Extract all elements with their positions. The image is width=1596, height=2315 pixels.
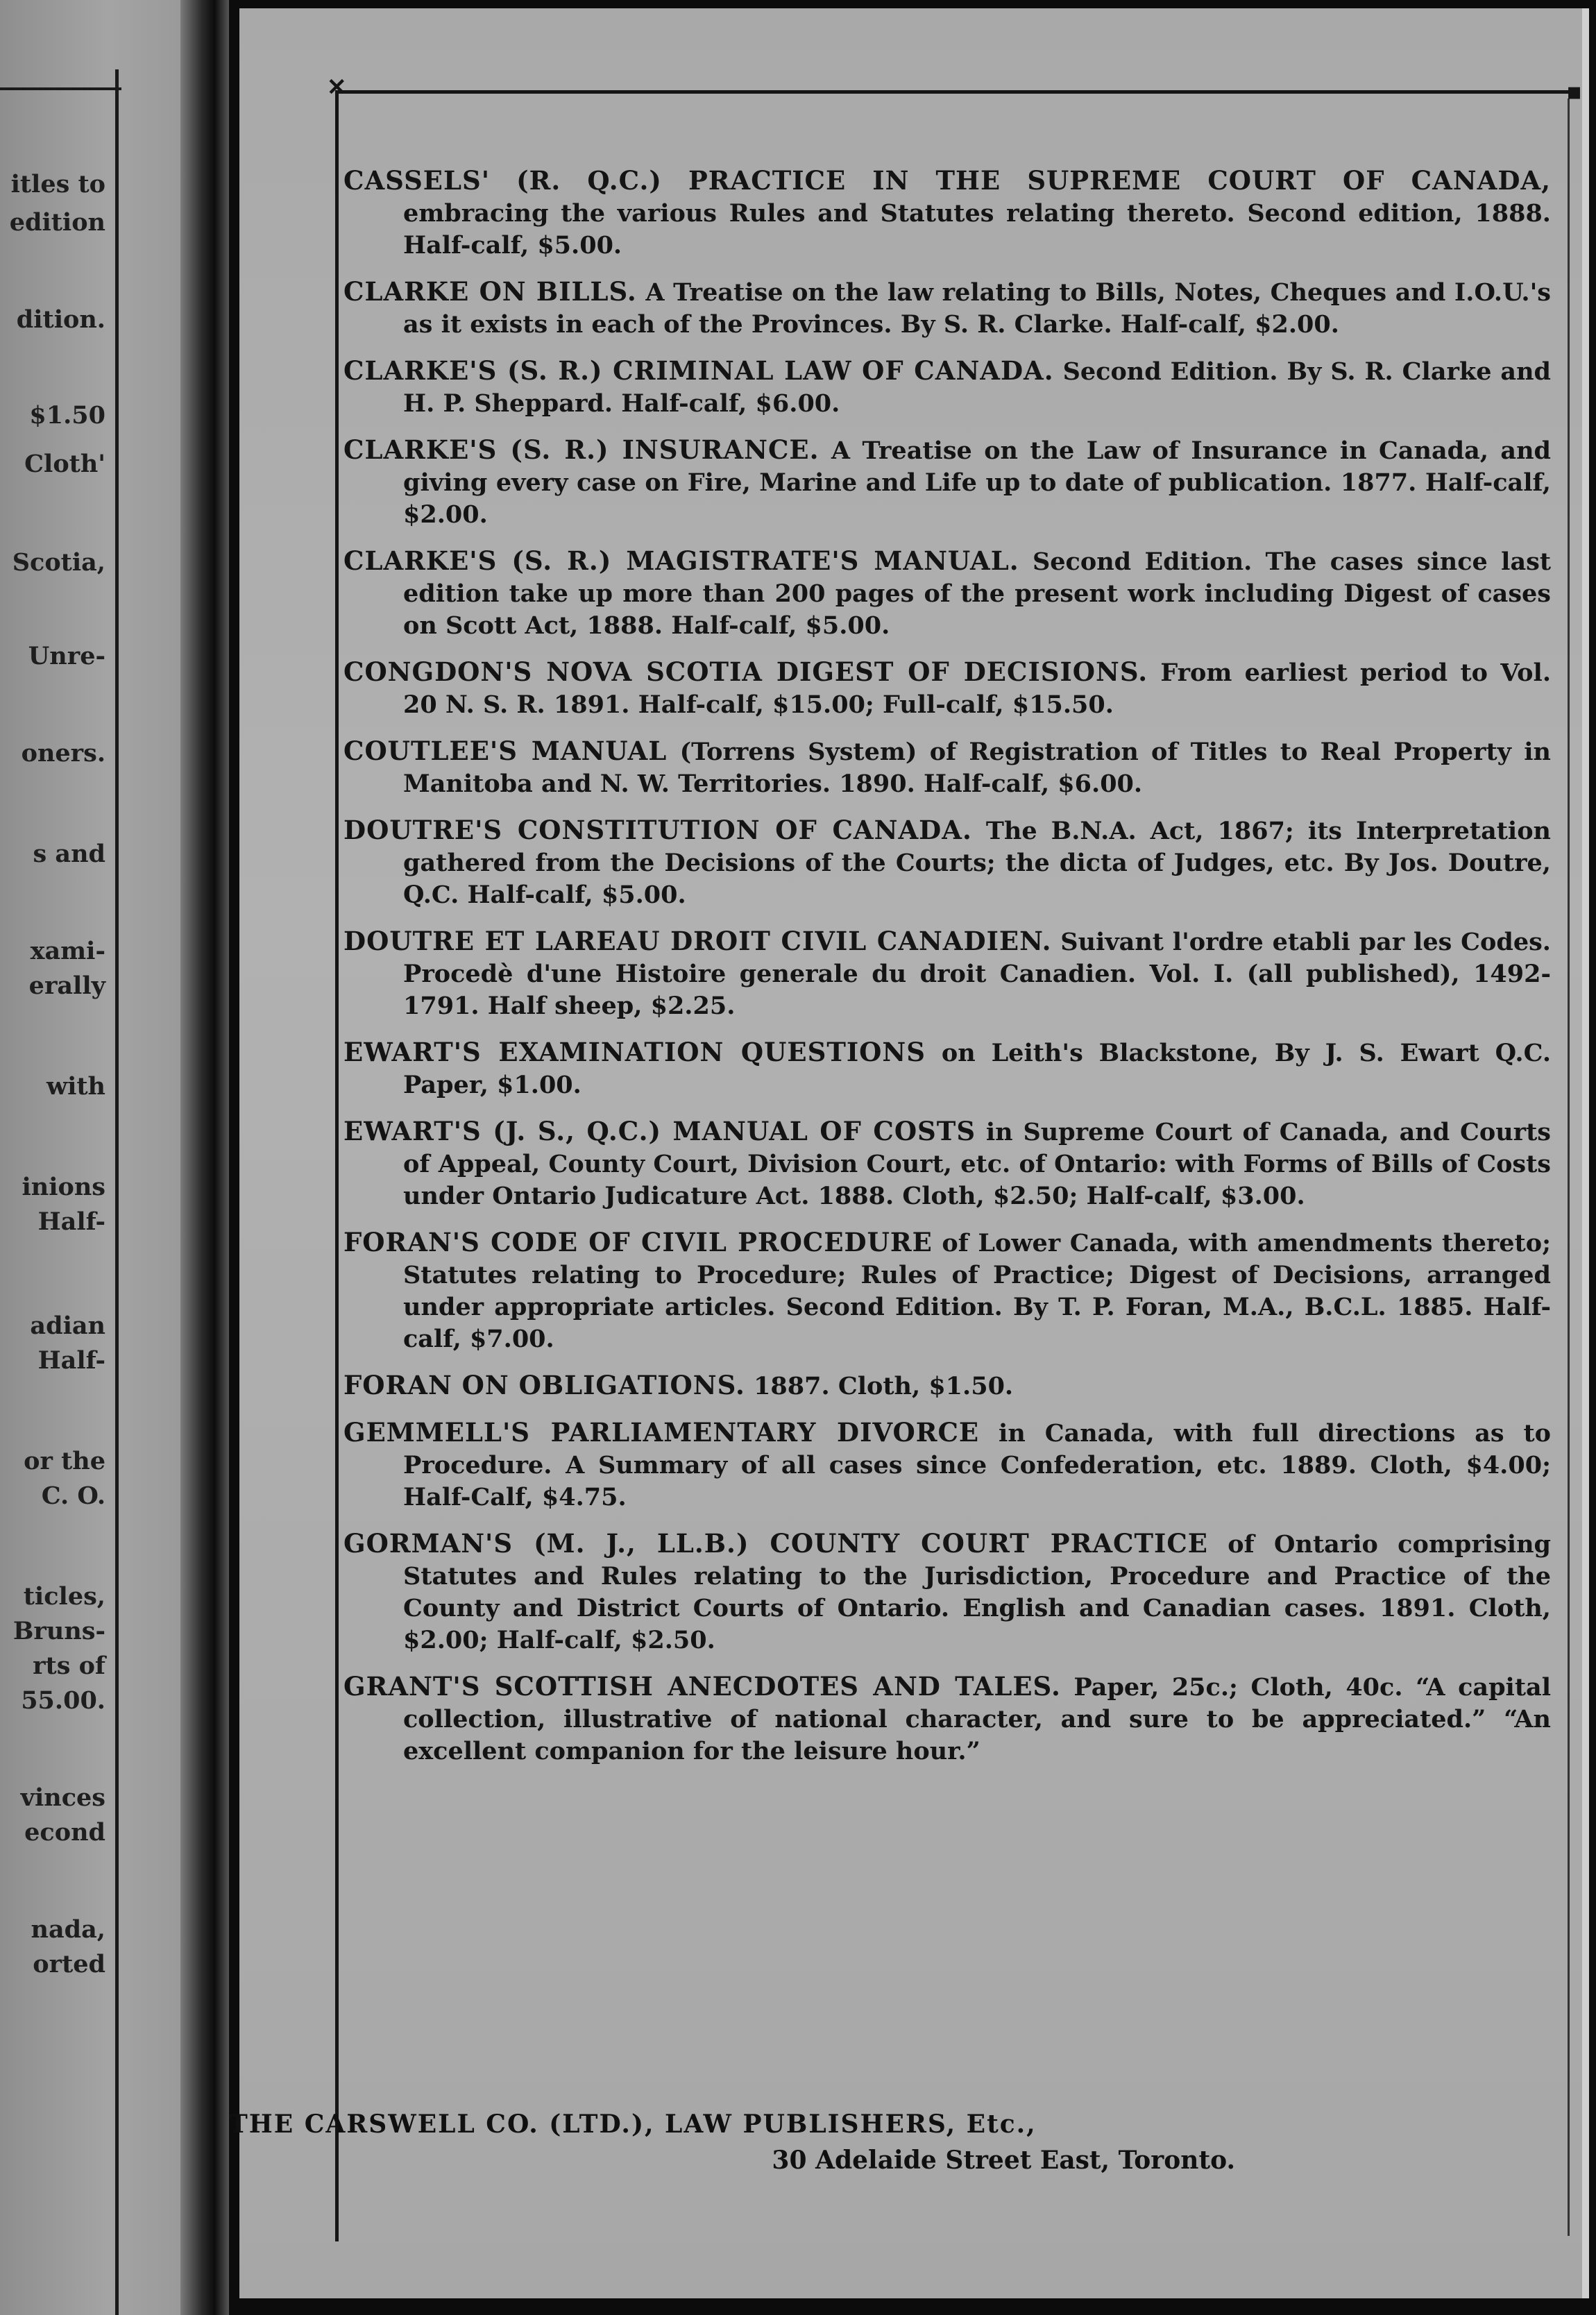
left-page-fragment: inions: [22, 1173, 105, 1201]
entry-description: From earliest period to Vol. 20 N. S. R. 1891. Half-calf, $15.00; Full-calf, $15.50.: [403, 659, 1551, 719]
entry-description: (Torrens System) of Registration of Titles to Real Property in Manitoba and N. W. Territories. 1890. Half-calf, $6.00.: [403, 738, 1552, 798]
catalogue-entry: [343, 1115, 1551, 1212]
entry-description: A Treatise on the law relating to Bills, Notes, Cheques and I.O.U.'s as it exists in each of the Provinces. By S. R. Clarke. Half-calf, $2.00.: [403, 278, 1551, 339]
left-page-fragment: $1.50: [29, 401, 105, 430]
catalogue-entry: [343, 1527, 1551, 1656]
left-page-fragment: edition: [9, 208, 105, 237]
catalogue-entries: [343, 164, 1551, 1781]
imprint-publisher: THE CARSWELL CO. (LTD.), LAW PUBLISHERS, Etc.,: [229, 2110, 1037, 2139]
left-page-fragment: rts of: [33, 1652, 105, 1680]
entry-title: GRANT'S SCOTTISH ANECDOTES AND TALES.: [343, 1671, 1061, 1702]
left-page-frame-rule: [115, 69, 119, 2315]
entry-title: DOUTRE'S CONSTITUTION OF CANADA.: [343, 815, 972, 845]
frame-right-rule: [1568, 99, 1570, 2236]
left-page-fragment: orted: [33, 1950, 105, 1978]
corner-ornament-right: ▪: [1565, 78, 1582, 105]
left-page-fragment: itles to: [10, 170, 105, 198]
left-page-fragment: nada,: [31, 1915, 105, 1944]
left-page-fragment: dition.: [16, 305, 105, 334]
entry-description: of Lower Canada, with amendments thereto; Statutes relating to Procedure; Rules of Practice; Digest of Decisions, arranged under appropriate articles. Second Edition. By T. P. Foran, M.A., B.C.L. 1885. Half-calf, $7.00.: [403, 1229, 1551, 1353]
entry-title: CLARKE'S (S. R.) INSURANCE.: [343, 434, 820, 465]
left-page-fragment: oners.: [21, 739, 105, 768]
catalogue-entry: [343, 434, 1551, 531]
entry-description: on Leith's Blackstone, By J. S. Ewart Q.C. Paper, $1.00.: [403, 1039, 1552, 1099]
catalogue-entry: [343, 1036, 1551, 1101]
entry-title: CLARKE'S (S. R.) CRIMINAL LAW OF CANADA.: [343, 355, 1054, 386]
catalogue-entry: [343, 1226, 1551, 1355]
entry-title: FORAN ON OBLIGATIONS.: [343, 1370, 745, 1400]
left-page-fragment: s and: [33, 840, 105, 868]
left-page-fragment: xami-: [30, 937, 105, 965]
frame-top-rule: [337, 90, 1572, 94]
catalogue-entry: [343, 656, 1551, 721]
left-page-fragment: with: [46, 1072, 105, 1101]
right-page: [239, 8, 1589, 2298]
entry-title: GEMMELL'S PARLIAMENTARY DIVORCE: [343, 1417, 980, 1448]
frame-left-rule: [335, 90, 339, 2241]
catalogue-entry: [343, 1670, 1551, 1767]
entry-title: EWART'S (J. S., Q.C.) MANUAL OF COSTS: [343, 1116, 976, 1146]
catalogue-entry: [343, 735, 1551, 800]
entry-description: A Treatise on the Law of Insurance in Canada, and giving every case on Fire, Marine and Life up to date of publication. 1877. Half-calf, $2.00.: [403, 436, 1552, 529]
left-page-fragment: Cloth': [24, 450, 105, 478]
left-page-fragment: or the: [24, 1447, 105, 1475]
entry-description: The B.N.A. Act, 1867; its Interpretation gathered from the Decisions of the Courts; the dicta of Judges, etc. By Jos. Doutre, Q.C. Half-calf, $5.00.: [403, 817, 1551, 909]
catalogue-entry: [343, 275, 1551, 341]
book-gutter: [180, 0, 229, 2315]
left-page-fragment: vinces: [20, 1783, 105, 1812]
catalogue-entry: [343, 1416, 1551, 1513]
entry-description: of Ontario comprising Statutes and Rules relating to the Jurisdiction, Procedure and Practice of the County and District Courts of Ontario. English and Canadian cases. 1891. Cloth, $2.00; Half-calf, $2.50.: [403, 1530, 1552, 1654]
entry-description: Suivant l'ordre etabli par les Codes. Procedè d'une Histoire generale du droit Canadien. Vol. I. (all published), 1492-1791. Half sheep, $2.25.: [403, 928, 1551, 1020]
entry-title: CLARKE ON BILLS.: [343, 276, 637, 307]
left-page-top-rule: [0, 87, 121, 90]
corner-ornament-left: ✕: [327, 74, 347, 101]
left-page-fragment: 55.00.: [21, 1686, 105, 1715]
entry-description: Second Edition. By S. R. Clarke and H. P. Sheppard. Half-calf, $6.00.: [403, 357, 1551, 418]
entry-title: CASSELS' (R. Q.C.) PRACTICE IN THE SUPREME COURT OF CANADA,: [343, 165, 1551, 196]
left-page-fragment: C. O.: [41, 1482, 105, 1510]
catalogue-entry: [343, 164, 1551, 262]
entry-description: Second Edition. The cases since last edition take up more than 200 pages of the present work including Digest of cases on Scott Act, 1888. Half-calf, $5.00.: [403, 548, 1551, 640]
left-page-fragment: adian: [30, 1312, 105, 1340]
left-page-fragment: Half-: [37, 1207, 105, 1236]
entry-description: in Supreme Court of Canada, and Courts of Appeal, County Court, Division Court, etc. of Ontario: with Forms of Bills of Costs under Ontario Judicature Act. 1888. Cloth, $2.50; Half-calf, $3.00.: [403, 1118, 1551, 1210]
entry-title: EWART'S EXAMINATION QUESTIONS: [343, 1037, 926, 1067]
left-facing-page: [0, 0, 180, 2315]
catalogue-entry: [343, 925, 1551, 1022]
catalogue-entry: [343, 1369, 1551, 1402]
entry-title: CLARKE'S (S. R.) MAGISTRATE'S MANUAL.: [343, 545, 1019, 576]
publisher-imprint: [229, 2110, 1235, 2175]
catalogue-entry: [343, 814, 1551, 911]
entry-description: in Canada, with full directions as to Procedure. A Summary of all cases since Confederation, etc. 1889. Cloth, $4.00; Half-Calf, $4.75.: [403, 1419, 1552, 1511]
left-page-fragment: econd: [24, 1818, 105, 1847]
entry-title: DOUTRE ET LAREAU DROIT CIVIL CANADIEN.: [343, 926, 1052, 956]
entry-description: 1887. Cloth, $1.50.: [754, 1372, 1014, 1400]
left-page-fragment: ticles,: [23, 1582, 105, 1611]
left-page-fragment: Unre-: [28, 642, 105, 670]
catalogue-entry: [343, 545, 1551, 642]
left-page-fragment: Bruns-: [12, 1617, 105, 1645]
imprint-address: 30 Adelaide Street East, Toronto.: [772, 2146, 1235, 2175]
entry-description: Paper, 25c.; Cloth, 40c. “A capital collection, illustrative of national character, and sure to be appreciated.” “An excellent companion for the leisure hour.”: [403, 1673, 1551, 1765]
entry-title: FORAN'S CODE OF CIVIL PROCEDURE: [343, 1227, 933, 1257]
entry-description: embracing the various Rules and Statutes relating thereto. Second edition, 1888. Half-calf, $5.00.: [403, 199, 1551, 260]
entry-title: COUTLEE'S MANUAL: [343, 736, 668, 766]
left-page-fragment: Scotia,: [12, 548, 105, 577]
catalogue-entry: [343, 355, 1551, 420]
left-page-fragment: erally: [28, 972, 105, 1000]
entry-title: GORMAN'S (M. J., LL.B.) COUNTY COURT PRACTICE: [343, 1528, 1208, 1559]
entry-title: CONGDON'S NOVA SCOTIA DIGEST OF DECISIONS.: [343, 656, 1148, 687]
left-page-fragment: Half-: [37, 1346, 105, 1375]
